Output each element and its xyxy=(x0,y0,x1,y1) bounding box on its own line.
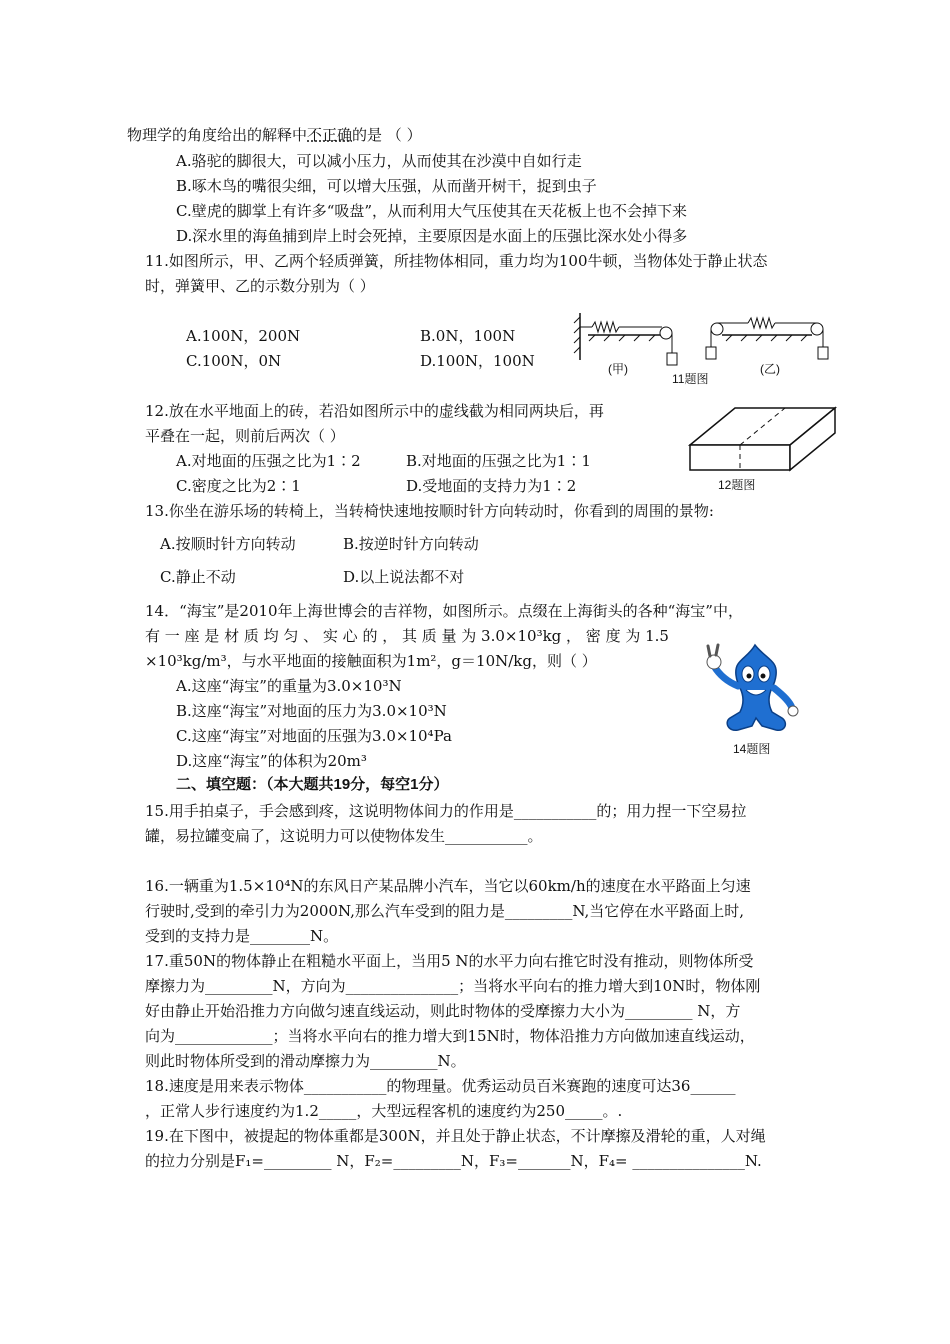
q14-stem-line3: ×10³kg/m³，与水平地面的接触面积为1m²，g＝10N/kg，则（ ） xyxy=(145,652,597,670)
q17-line2: 摩擦力为_________N，方向为_______________；当将水平向右的推力增大到10N时，物体刚 xyxy=(145,977,761,995)
q11-option-a: A.100N，200N xyxy=(186,327,301,345)
q10-option-b: B.啄木鸟的嘴很尖细，可以增大压强，从而凿开树干，捉到虫子 xyxy=(176,177,597,195)
q16-line1: 16.一辆重为1.5×10⁴N的东风日产某品牌小汽车，当它以60km/h的速度在水平路面上匀速 xyxy=(145,877,751,895)
q15-line1: 15.用手拍桌子，手会感到疼，这说明物体间力的作用是___________的；用力捏一下空易拉 xyxy=(145,802,747,820)
section-2-heading: 二、填空题：（本大题共19分，每空1分） xyxy=(176,776,449,793)
q12-option-b: B.对地面的压强之比为1∶1 xyxy=(406,452,591,470)
q10-stem-post: 的是 （ ） xyxy=(352,126,422,144)
q13-option-d: D.以上说法都不对 xyxy=(343,568,465,586)
q11-label-yi: (乙) xyxy=(760,362,780,376)
q14-option-c: C.这座“海宝”对地面的压强为3.0×10⁴Pa xyxy=(176,727,452,745)
q16-line2: 行驶时,受到的牵引力为2000N,那么汽车受到的阻力是_________N,当它停在水平路面上时, xyxy=(145,902,745,920)
q14-stem-line1: 14．“海宝”是2010年上海世博会的吉祥物，如图所示。点缀在上海街头的各种“海宝”中， xyxy=(145,602,743,620)
q10-stem-emphasis: 不正确 xyxy=(307,126,353,144)
q14-caption: 14题图 xyxy=(733,742,771,756)
q13-option-b: B.按逆时针方向转动 xyxy=(343,535,479,553)
q17-line4: 向为_____________；当将水平向右的推力增大到15N时，物体沿推力方向做加速直线运动， xyxy=(145,1027,755,1045)
q11-stem-line1: 11.如图所示，甲、乙两个轻质弹簧，所挂物体相同，重力均为100牛顿，当物体处于静止状态 xyxy=(145,252,768,270)
q18-line2: ，正常人步行速度约为1.2_____，大型远程客机的速度约为250_____。. xyxy=(145,1102,623,1120)
q17-line5: 则此时物体所受到的滑动摩擦力为_________N。 xyxy=(145,1052,466,1070)
q14-stem-line2: 有 一 座 是 材 质 均 匀 、 实 心 的 ， 其 质 量 为 3.0×10³kg ， 密 度 为 1.5 xyxy=(145,627,669,645)
q11-option-c: C.100N，0N xyxy=(186,352,282,370)
q10-stem xyxy=(127,126,422,144)
q17-line3: 好由静止开始沿推力方向做匀速直线运动，则此时物体的受摩擦力大小为_________ N，方 xyxy=(145,1002,741,1020)
q12-option-a: A.对地面的压强之比为1∶2 xyxy=(176,452,361,470)
q15-line2: 罐，易拉罐变扁了，这说明力可以使物体发生___________。 xyxy=(145,827,543,845)
haibao-mascot-image xyxy=(700,640,810,740)
q10-stem-pre: 物理学的角度给出的解释中 xyxy=(127,126,308,144)
q14-option-a: A.这座“海宝”的重量为3.0×10³N xyxy=(176,677,402,695)
q13-option-c: C.静止不动 xyxy=(160,568,236,586)
q19-line2: 的拉力分别是F₁=_________ N，F₂=_________N，F₃=_______N，F₄= _______________N. xyxy=(145,1152,762,1170)
q11-caption: 11题图 xyxy=(672,372,709,386)
q14-option-d: D.这座“海宝”的体积为20m³ xyxy=(176,752,367,770)
q11-option-b: B.0N，100N xyxy=(420,327,516,345)
q11-option-d: D.100N，100N xyxy=(420,352,535,370)
q12-caption: 12题图 xyxy=(718,478,756,492)
q18-line1: 18.速度是用来表示物体___________的物理量。优秀运动员百米赛跑的速度可达36______ xyxy=(145,1077,736,1095)
q19-line1: 19.在下图中，被提起的物体重都是300N，并且处于静止状态，不计摩擦及滑轮的重，人对绳 xyxy=(145,1127,766,1145)
q13-option-a: A.按顺时针方向转动 xyxy=(160,535,296,553)
q12-stem-line2: 平叠在一起，则前后两次（ ） xyxy=(145,427,345,445)
q13-stem: 13.你坐在游乐场的转椅上，当转椅快速地按顺时针方向转动时，你看到的周围的景物: xyxy=(145,502,714,520)
q16-line3: 受到的支持力是________N。 xyxy=(145,927,339,945)
q10-option-a: A.骆驼的脚很大，可以减小压力，从而使其在沙漠中自如行走 xyxy=(176,152,582,170)
q12-option-c: C.密度之比为2∶1 xyxy=(176,477,301,495)
q12-option-d: D.受地面的支持力为1∶2 xyxy=(406,477,577,495)
q11-label-jia: (甲) xyxy=(608,362,628,376)
brick-figure xyxy=(685,400,845,475)
q11-stem-line2: 时，弹簧甲、乙的示数分别为（ ） xyxy=(145,277,375,295)
q12-stem-line1: 12.放在水平地面上的砖，若沿如图所示中的虚线截为相同两块后，再 xyxy=(145,402,604,420)
q14-option-b: B.这座“海宝”对地面的压力为3.0×10³N xyxy=(176,702,447,720)
q17-line1: 17.重50N的物体静止在粗糙水平面上，当用5 N的水平力向右推它时没有推动，则物体所受 xyxy=(145,952,754,970)
q10-option-d: D.深水里的海鱼捕到岸上时会死掉，主要原因是水面上的压强比深水处小得多 xyxy=(176,227,688,245)
q10-option-c: C.壁虎的脚掌上有许多“吸盘”，从而利用大气压使其在天花板上也不会掉下来 xyxy=(176,202,688,220)
